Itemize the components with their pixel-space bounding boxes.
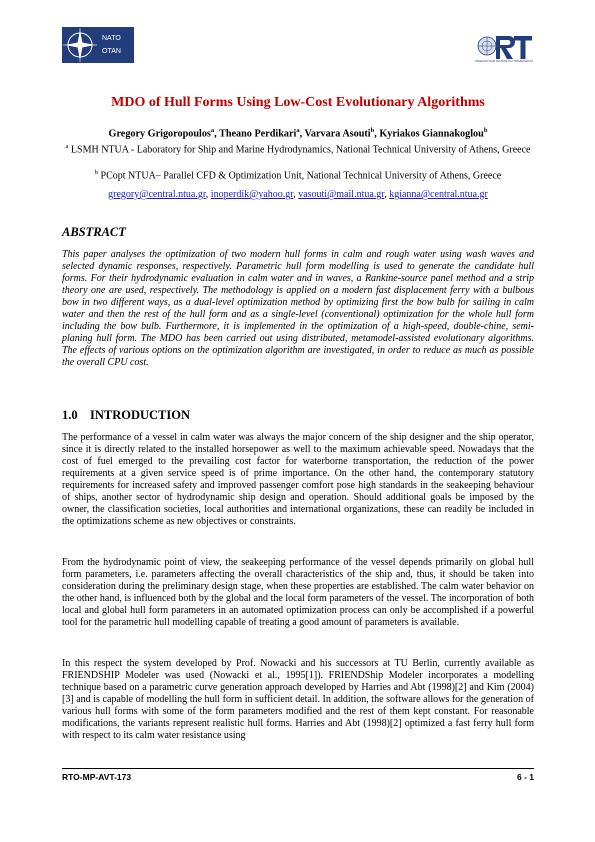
email-link[interactable]: gregory@central.ntua.gr — [108, 189, 206, 200]
author-affiliation-mark: a — [210, 127, 215, 134]
nato-wordmark-en: NATO — [102, 35, 121, 42]
nato-wordmark — [98, 27, 134, 63]
author-affiliation-mark: b — [370, 127, 375, 134]
footer-rule — [62, 768, 534, 769]
section-number: 1.0 — [62, 408, 78, 422]
compass-rose-icon — [62, 27, 98, 63]
author-affiliation-mark: a — [296, 127, 300, 134]
email-link[interactable]: inoperdik@yahoo.gr — [210, 189, 294, 200]
author-affiliation-mark: b — [483, 127, 488, 134]
body-paragraph: The performance of a vessel in calm water was always the major concern of the ship designer and the ship operator, since it is directly related to the installed horsepower as well to the maximum achievable speed. Nowadays that the cost of fuel emerged to the prevailing cost factor for waterborne transportation, the reduction of the power requirements at a given service speed is of prime importance. On the other hand, the contemporary statutory requirements for increased safety and improved passenger comfort pose high standards in the seakeeping behaviour of ships, another sector of hydrodynamic ship design and operation. Should additional goals be imposed by the owner, the classification societies, local authorities and international organizations, these can readily be included in the optimizations scheme as new objectives or constraints. — [62, 432, 534, 527]
email-separator: , — [384, 189, 390, 200]
affiliation-b — [62, 167, 534, 182]
body-paragraph: From the hydrodynamic point of view, the seakeeping performance of the vessel depends primarily on global hull form parameters, i.e. parameters affecting the overall characteristics of the ship and, thus, it should be taken into consideration during the preliminary design stage, when these properties are established. The calm water behavior on the other hand, is influenced both by the global and the local form parameters of the vessel. The incorporation of both local and global hull form parameters in an automated optimization process can only be accomplished if a powerful tool for the parametric hull modelling capable of treating a good amount of parameters is available. — [62, 557, 534, 628]
email-link[interactable]: kgianna@central.ntua.gr — [389, 189, 488, 200]
author-emails — [62, 189, 534, 200]
introduction-heading — [62, 408, 190, 423]
affiliation-text: PCopt NTUA– Parallel CFD & Optimization Unit, National Technical University of Athens, Greece — [98, 170, 502, 182]
nato-wordmark-fr: OTAN — [102, 48, 121, 55]
footer-document-id: RTO-MP-AVT-173 — [62, 772, 132, 782]
affiliation-mark: a — [65, 143, 69, 150]
paper-title: MDO of Hull Forms Using Low-Cost Evolutionary Algorithms — [111, 95, 485, 110]
page-header — [62, 27, 534, 67]
email-separator: , — [293, 189, 299, 200]
affiliation-text: LSMH NTUA - Laboratory for Ship and Marine Hydrodynamics, National Technical University of Athens, Greece — [68, 144, 531, 156]
footer-page-number: 6 - 1 — [516, 772, 534, 782]
author-list — [62, 127, 534, 139]
author-name: Kyriakos Giannakoglou — [379, 128, 484, 140]
author-separator: , — [299, 128, 305, 140]
author-name: Gregory Grigoropoulos — [108, 128, 211, 140]
body-paragraph: In this respect the system developed by Prof. Nowacki and his successors at TU Berlin, currently available as FRIENDSHIP Modeler was used (Nowacki et al., 1995[1]). FRIENDShip Modeler incorporates a modelling technique based on a parametric curve generation approach developed by Harries and Abt (1998)[2] and Kim (2004)[3] and is capable of modelling the hull form in sufficient detail. In addition, the software allows for the generation of various hull forms with some of the form parameters modified and the rest of them kept constant. For reasonable modifications, the variants represent realistic hull forms. Harries and Abt (1998)[2] optimized a fast ferry hull form with respect to its calm water resistance using — [62, 658, 534, 741]
author-separator: , — [214, 128, 220, 140]
affiliation-mark: b — [94, 169, 99, 176]
author-name: Theano Perdikari — [219, 128, 297, 140]
author-separator: , — [374, 128, 380, 140]
abstract-text: This paper analyses the optimization of two modern hull forms in calm and rough water using wash waves and selected dynamic responses, respectively. Parametric hull form modelling is used to generate the candidate hull forms. For their hydrodynamic evaluation in calm water and in waves, a Rankine-source panel method and a strip theory one are used, respectively. The methodology is applied on a modern fast displacement ferry with a bulbous bow in two different ways, as a dual-level optimization method by optimizing first the bow bulb for sailing in calm water and then the rest of the hull form and as a single-level (conventional) optimization for the whole hull form including the bow bulb. Furthermore, it is implemented in the optimization of a high-speed, double-chine, semi-planing hull form. The MDO has been carried out using distributed, metamodel-assisted evolutionary algorithms. The effects of various options on the optimization algorithm are investigated, in order to reduce as much as possible the overall CPU cost. — [62, 249, 534, 368]
rto-tagline: RESEARCH AND TECHNOLOGY ORGANISATION — [475, 60, 533, 63]
nato-logo — [62, 27, 98, 63]
email-link[interactable]: vasouti@mail.ntua.gr — [298, 189, 385, 200]
author-name: Varvara Asouti — [304, 128, 371, 140]
section-title: INTRODUCTION — [90, 408, 191, 422]
abstract-heading: ABSTRACT — [62, 225, 126, 239]
email-separator: , — [205, 189, 211, 200]
affiliation-a — [62, 141, 534, 156]
